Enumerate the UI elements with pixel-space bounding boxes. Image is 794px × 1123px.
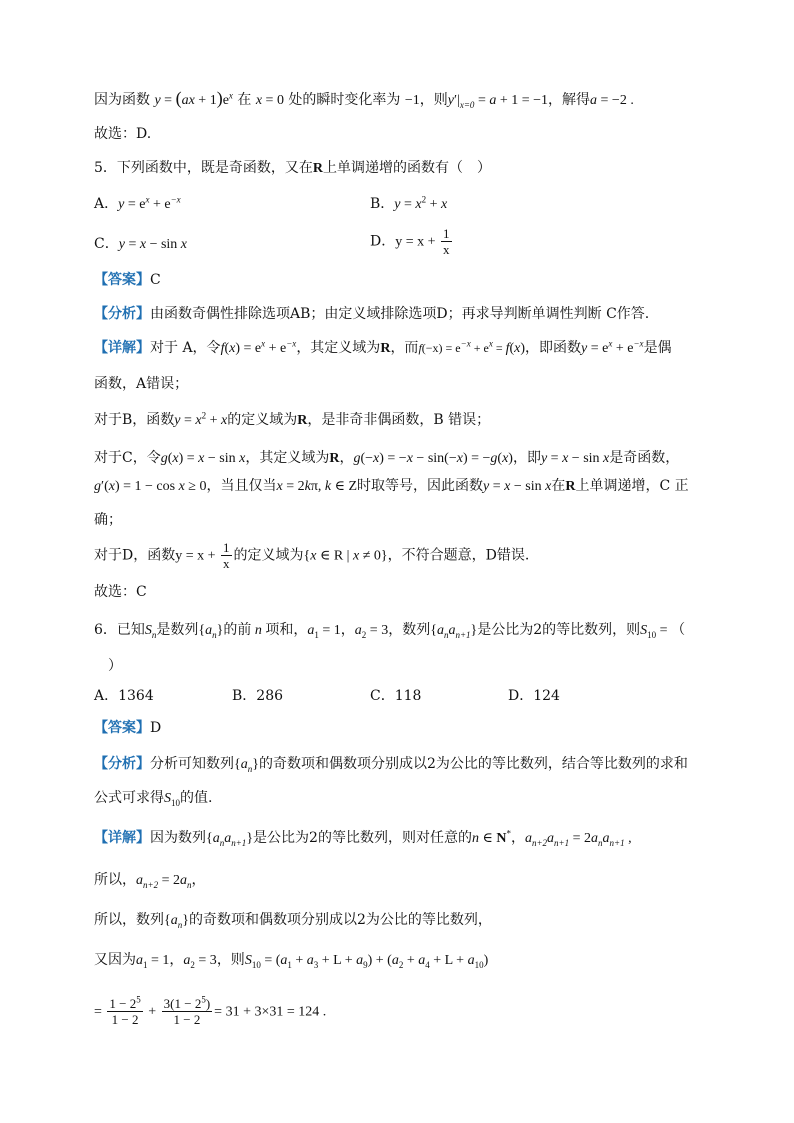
text: ， [191,872,206,888]
analysis-tag: 【分析】 [94,306,150,322]
text: ，即函数 [525,340,582,356]
text: ，则 [419,92,448,108]
q5-detail-line-6: 确； [94,512,122,528]
q5-detail-line-3: 对于B，函数$y = x^2 + x$的定义域为R，是非奇非偶函数，B 错误； [94,410,491,428]
text: ，则 [216,952,245,968]
text: 的定义域为 [233,547,304,564]
text: ， [340,622,355,638]
option-label: A． [94,196,119,212]
result-text: = 31 + 3×31 = 124 [214,1004,320,1020]
text: 因为数列 [150,830,206,846]
text: ，解得 [548,92,591,108]
text: 因为函数 [94,92,150,108]
answer-value: C [150,272,161,288]
text: 的奇数项和偶数项分别成以2为公比的等比数列， [188,912,492,928]
text: 的值. [180,790,213,806]
q6-stem: 6．已知$S_n$是数列$\{a_n\}$的前 n 项和，$a_1 = 1$，$a_2 = 3$，数列$\{a_na_{n+1}\}$是公比为2的等比数列，则$S_{10}$ = （ [94,622,686,640]
q5-stem: 5．下列函数中，既是奇函数，又在R上单调递增的函数有（ ） [94,160,492,176]
text: ，其定义域为 [296,340,381,356]
q6-option-c: C．118 [370,688,422,704]
answer-tag: 【答案】 [94,720,150,736]
option-label: C． [94,236,119,252]
q6-detail-line-1: 【详解】因为数列$\{a_na_{n+1}\}$是公比为2的等比数列，则对任意的n ∈ N*，$a_{n+2}a_{n+1} = 2a_na_{n+1}$ , [94,828,632,848]
q5-detail-line-7: 对于D，函数y = x + $\frac{1}{x}$ 的定义域为{x ∈ R | x ≠ 0}，不符合题意，D错误. [94,540,530,571]
text: 所以， [94,872,136,888]
text: 对于 A，令 [150,340,221,356]
detail-tag: 【详解】 [94,340,150,356]
q6-answer [94,718,161,738]
text: 是公比为2的等比数列，则 [477,622,641,638]
text: 分析可知数列 [150,756,234,772]
q5-detail-line-5: g′(x) = 1 − cos x ≥ 0，当且仅当x = 2kπ, k ∈ Z时取等号，因此函数y = x − sin x在R上单调递增，C 正 [94,478,689,494]
text: 上单调递增的函数有（ ） [323,160,492,176]
q5-analysis [94,304,649,324]
q6-detail-line-3: 所以，数列$\{a_n\}$的奇数项和偶数项分别成以2为公比的等比数列， [94,912,492,930]
text: ，而 [390,340,419,356]
answer-value: D [150,720,162,736]
text: 由函数奇偶性排除选项AB；由定义域排除选项D；再求导判断单调性判断 C作答. [150,306,650,322]
option-label: B． [370,196,395,212]
text: 是偶 [643,340,672,356]
text: 在 [237,92,252,108]
text: 公式可求得 [94,790,164,806]
text: 是公比为2的等比数列，则对任意的 [253,830,472,846]
text: ，不符合题意，D错误. [387,547,530,564]
intro-answer: 故选：D. [94,126,152,142]
text: ，其定义域为 [245,450,330,466]
q6-analysis-line-2: 公式可求得$S_{10}$的值. [94,790,213,808]
text: 是数列 [156,622,199,638]
q5-final-answer: 故选：C [94,584,147,600]
q5-option-a: A．$y = e^x + e^{-x}$ [94,194,181,212]
q6-analysis-line-1: 【分析】分析可知数列$\{a_n\}$的奇数项和偶数项分别成以2为公比的等比数列，结合等比数列的求和 [94,756,688,774]
text: 上单调递增，C 正 [575,478,689,494]
intro-line: 因为函数 $y = (ax + 1)e^x$ 在 x = 0 处的瞬时变化率为 −1，则$y'|_{x=0} = a + 1 = -1$，解得a = −2 . [94,88,634,110]
q6-option-b: B．286 [232,688,284,704]
option-label: D． [370,233,396,250]
answer-tag: 【答案】 [94,272,150,288]
q5-detail-line-4: 对于C，令g(x) = x − sin x，其定义域为R，g(−x) = −x − sin(−x) = −g(x)，即y = x − sin x是奇函数， [94,450,680,466]
analysis-tag: 【分析】 [94,756,150,772]
q6-detail-line-4: 又因为$a_1 = 1$，$a_2 = 3$，则$S_{10} = (a_1 + a_3 + L + a_9) + (a_2 + a_4 + L + a_{10})$ [94,952,489,970]
q5-answer [94,270,161,290]
text: 的前 [223,622,252,638]
text: 是奇函数， [609,450,680,466]
text: （ [671,622,686,638]
q6-stem-close: ） [108,658,122,674]
text: 在 [551,478,566,494]
detail-tag: 【详解】 [94,830,150,846]
q6-detail-line-5: = $\frac{1 - 2^5}{1 - 2}$ + $\frac{3(1 - 2^5)}{1 - 2}$ = 31 + 3×31 = 124 . [94,994,327,1027]
q5-option-d: D．y = x + $\frac{1}{x}$ [370,226,450,257]
q6-option-a: A．1364 [94,688,154,704]
text: ，数列 [388,622,431,638]
text: 对于B，函数 [94,412,175,428]
q6-option-d: D．124 [508,688,560,704]
text: 所以，数列 [94,912,164,928]
text: 又因为 [94,952,136,968]
text: 对于C，令 [94,450,161,466]
q5-option-c: C．y = x − sin x [94,236,188,252]
text: ， [339,450,354,466]
text: ， [510,830,525,846]
text: 项和， [265,622,308,638]
text: 处的瞬时变化率为 [288,92,401,108]
text: ，即 [512,450,541,466]
text: ， [169,952,184,968]
q6-detail-line-2: 所以，$a_{n+2} = 2a_n$， [94,872,206,890]
q5-option-b: B．$y = x^2 + x$ [370,194,448,212]
text: 5．下列函数中，既是奇函数，又在 [94,160,313,176]
text: 的定义域为 [227,412,298,428]
text: 6．已知 [94,622,145,638]
text: ，是非奇非偶函数，B 错误； [307,412,491,428]
q5-detail-line-2: 函数，A错误； [94,376,189,392]
text: 对于D，函数 [94,547,176,564]
text: 的奇数项和偶数项分别成以2为公比的等比数列，结合等比数列的求和 [258,756,688,772]
q5-detail-line-1: 【详解】对于 A，令$f(x) = e^x + e^{-x}$，其定义域为R，而$f(-x) = e^{-x} + e^x = f(x)$，即函数$y = e^x + e^{-x}$是偶 [94,338,672,356]
text: ，当且仅当 [206,478,277,494]
text: 时取等号，因此函数 [357,478,484,494]
